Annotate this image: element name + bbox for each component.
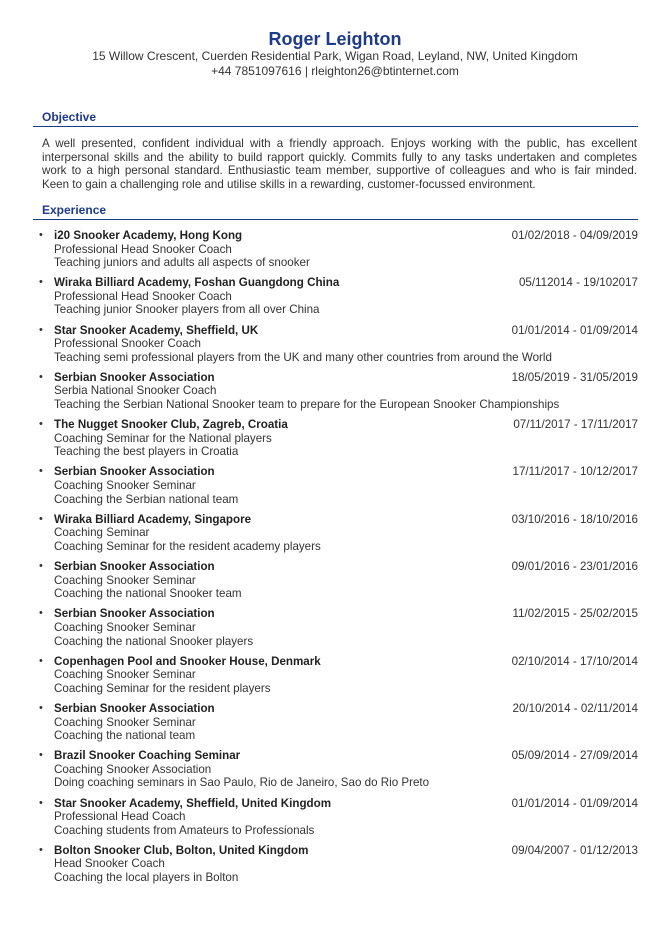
- experience-role: Professional Head Snooker Coach: [54, 289, 232, 303]
- experience-item: [36, 276, 638, 323]
- experience-description: Coaching Seminar for the resident players: [54, 681, 271, 695]
- experience-dates: 20/10/2014 - 02/11/2014: [512, 701, 638, 715]
- bullet-icon: •: [39, 654, 43, 667]
- experience-item: [36, 465, 638, 512]
- bullet-icon: •: [39, 560, 43, 573]
- experience-description: Coaching students from Amateurs to Professionals: [54, 823, 315, 837]
- experience-organization: Serbian Snooker Association: [54, 607, 215, 621]
- experience-item: [36, 560, 638, 607]
- experience-item: [36, 371, 638, 418]
- experience-organization: Serbian Snooker Association: [54, 370, 215, 384]
- experience-organization: Serbian Snooker Association: [54, 560, 215, 574]
- experience-role: Coaching Snooker Seminar: [54, 479, 196, 493]
- experience-organization: Wiraka Billiard Academy, Foshan Guangdong China: [54, 276, 340, 290]
- experience-description: Coaching the Serbian national team: [54, 492, 239, 506]
- experience-divider: [33, 219, 638, 220]
- candidate-contact: +44 7851097616 | rleighton26@btinternet.com: [211, 64, 459, 78]
- experience-dates: 02/10/2014 - 17/10/2014: [511, 654, 638, 668]
- experience-description: Teaching the Serbian National Snooker team to prepare for the European Snooker Championships: [54, 398, 560, 412]
- experience-dates: 05/112014 - 19/102017: [518, 276, 638, 290]
- resume-header: [0, 29, 670, 79]
- candidate-name: Roger Leighton: [268, 29, 402, 49]
- bullet-icon: •: [39, 701, 43, 714]
- experience-description: Teaching juniors and adults all aspects of snooker: [54, 256, 310, 270]
- bullet-icon: •: [39, 843, 43, 856]
- experience-description: Coaching the local players in Bolton: [54, 871, 239, 885]
- experience-item: [36, 702, 638, 749]
- experience-role: Coaching Seminar for the National players: [54, 431, 272, 445]
- experience-list: [36, 229, 638, 891]
- experience-organization: Brazil Snooker Coaching Seminar: [54, 749, 241, 763]
- experience-organization: Star Snooker Academy, Sheffield, UK: [54, 323, 259, 337]
- bullet-icon: •: [39, 512, 43, 525]
- experience-description: Coaching the national Snooker team: [54, 587, 242, 601]
- experience-item: [36, 655, 638, 702]
- experience-organization: Wiraka Billiard Academy, Singapore: [54, 512, 252, 526]
- experience-dates: 09/04/2007 - 01/12/2013: [511, 843, 638, 857]
- experience-dates: 01/01/2014 - 01/09/2014: [511, 796, 638, 810]
- experience-description: Teaching the best players in Croatia: [54, 445, 239, 459]
- experience-description: Doing coaching seminars in Sao Paulo, Rio de Janeiro, Sao do Rio Preto: [54, 776, 430, 790]
- experience-description: Teaching junior Snooker players from all over China: [54, 303, 320, 317]
- experience-description: Coaching the national Snooker players: [54, 634, 254, 648]
- bullet-icon: •: [39, 323, 43, 336]
- bullet-icon: •: [39, 276, 43, 289]
- experience-item: [36, 418, 638, 465]
- experience-dates: 01/01/2014 - 01/09/2014: [511, 323, 638, 337]
- experience-item: [36, 324, 638, 371]
- bullet-icon: •: [39, 796, 43, 809]
- bullet-icon: •: [39, 418, 43, 431]
- experience-role: Professional Head Coach: [54, 810, 186, 824]
- experience-item: [36, 797, 638, 844]
- experience-item: [36, 513, 638, 560]
- objective-heading: Objective: [42, 110, 97, 124]
- experience-role: Coaching Snooker Seminar: [54, 668, 196, 682]
- experience-heading: Experience: [42, 203, 107, 217]
- objective-divider: [33, 126, 638, 127]
- experience-item: [36, 844, 638, 891]
- objective-text: A well presented, confident individual with a friendly approach. Enjoys working with the public, has excellent interpersonal skills and the ability to build rapport quickly. Commits fully to any tasks undertaken and completes work to a high personal standard. Enthusiastic team member, supportive of colleagues and who is fair minded. Keen to gain a challenging role and utilise skills in a rewarding, customer-focussed environment.: [42, 137, 637, 191]
- experience-item: [36, 607, 638, 654]
- bullet-icon: •: [39, 370, 43, 383]
- experience-organization: The Nugget Snooker Club, Zagreb, Croatia: [54, 418, 288, 432]
- experience-item: [36, 749, 638, 796]
- experience-dates: 07/11/2017 - 17/11/2017: [513, 418, 638, 432]
- experience-role: Serbia National Snooker Coach: [54, 384, 217, 398]
- bullet-icon: •: [39, 607, 43, 620]
- experience-role: Professional Snooker Coach: [54, 337, 201, 351]
- experience-dates: 05/09/2014 - 27/09/2014: [511, 749, 638, 763]
- experience-role: Coaching Seminar: [54, 526, 150, 540]
- experience-organization: Copenhagen Pool and Snooker House, Denmark: [54, 654, 321, 668]
- bullet-icon: •: [39, 465, 43, 478]
- experience-item: [36, 229, 638, 276]
- experience-dates: 18/05/2019 - 31/05/2019: [511, 370, 638, 384]
- experience-role: Coaching Snooker Association: [54, 762, 212, 776]
- bullet-icon: •: [39, 229, 43, 241]
- experience-role: Head Snooker Coach: [54, 857, 165, 871]
- experience-dates: 09/01/2016 - 23/01/2016: [511, 560, 638, 574]
- experience-role: Coaching Snooker Seminar: [54, 715, 196, 729]
- experience-dates: 11/02/2015 - 25/02/2015: [512, 607, 638, 621]
- experience-dates: 03/10/2016 - 18/10/2016: [511, 512, 638, 526]
- experience-organization: Star Snooker Academy, Sheffield, United Kingdom: [54, 796, 332, 810]
- bullet-icon: •: [39, 749, 43, 762]
- experience-role: Professional Head Snooker Coach: [54, 242, 232, 256]
- experience-dates: 01/02/2018 - 04/09/2019: [511, 229, 638, 242]
- experience-organization: i20 Snooker Academy, Hong Kong: [54, 229, 243, 242]
- experience-role: Coaching Snooker Seminar: [54, 573, 196, 587]
- experience-description: Coaching the national team: [54, 729, 196, 743]
- experience-organization: Serbian Snooker Association: [54, 465, 215, 479]
- experience-role: Coaching Snooker Seminar: [54, 620, 196, 634]
- experience-description: Teaching semi professional players from the UK and many other countries from around the World: [54, 350, 552, 364]
- experience-organization: Serbian Snooker Association: [54, 701, 215, 715]
- experience-organization: Bolton Snooker Club, Bolton, United Kingdom: [54, 843, 309, 857]
- experience-dates: 17/11/2017 - 10/12/2017: [512, 465, 638, 479]
- candidate-address: 15 Willow Crescent, Cuerden Residential Park, Wigan Road, Leyland, NW, United Kingdom: [92, 49, 578, 63]
- experience-description: Coaching Seminar for the resident academy players: [54, 539, 321, 553]
